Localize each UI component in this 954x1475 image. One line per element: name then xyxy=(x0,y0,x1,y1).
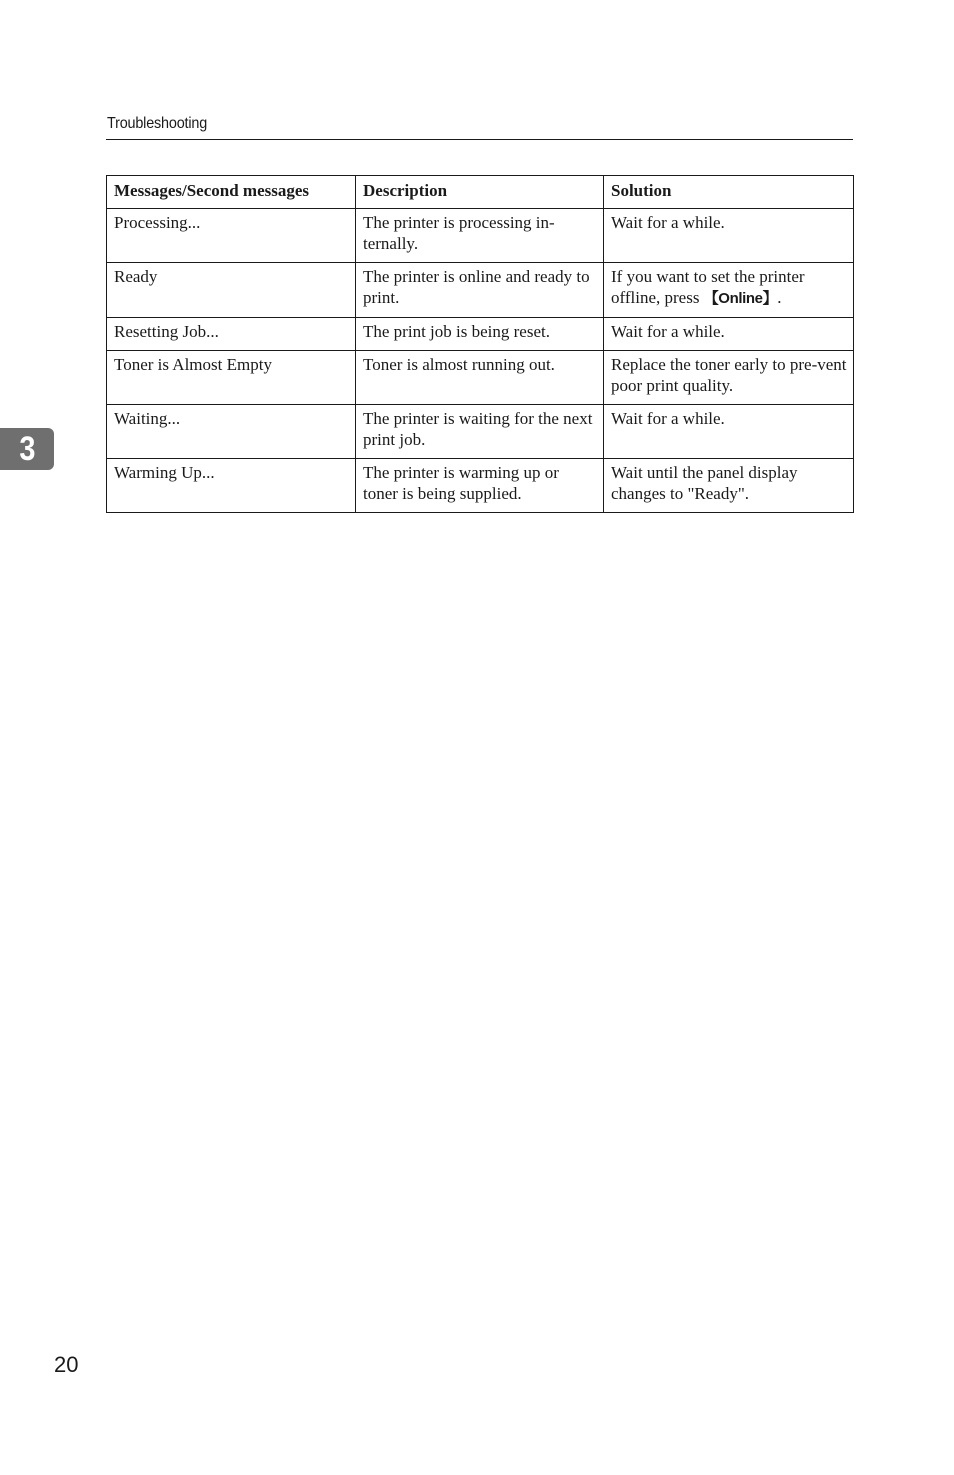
table-row xyxy=(107,459,854,513)
table-row xyxy=(107,318,854,351)
solution-cell xyxy=(604,263,854,318)
table-row xyxy=(107,351,854,405)
solution-cell: Wait for a while. xyxy=(604,405,854,459)
message-cell: Warming Up... xyxy=(107,459,356,513)
column-header-messages: Messages/Second messages xyxy=(107,176,356,209)
message-cell: Ready xyxy=(107,263,356,318)
message-cell: Waiting... xyxy=(107,405,356,459)
table-header-row xyxy=(107,176,854,209)
description-cell: The printer is warming up or toner is being supplied. xyxy=(356,459,604,513)
page-number: 20 xyxy=(54,1352,79,1377)
messages-table xyxy=(106,175,854,513)
table-row xyxy=(107,209,854,263)
solution-text-end: . xyxy=(777,288,782,307)
description-cell: The print job is being reset. xyxy=(356,318,604,351)
solution-cell: Wait for a while. xyxy=(604,209,854,263)
message-cell: Toner is Almost Empty xyxy=(107,351,356,405)
table-row xyxy=(107,263,854,318)
online-key-label: 【Online】 xyxy=(703,290,778,307)
column-header-description: Description xyxy=(356,176,604,209)
table-row xyxy=(107,405,854,459)
chapter-number: 3 xyxy=(18,430,36,468)
description-cell: The printer is waiting for the next print job. xyxy=(356,405,604,459)
running-header: Troubleshooting xyxy=(107,115,208,132)
message-cell: Resetting Job... xyxy=(107,318,356,351)
solution-cell: Wait for a while. xyxy=(604,318,854,351)
column-header-solution: Solution xyxy=(604,176,854,209)
description-cell: The printer is processing in-ternally. xyxy=(356,209,604,263)
solution-cell: Replace the toner early to pre-vent poor print quality. xyxy=(604,351,854,405)
chapter-tab xyxy=(0,428,54,470)
header-rule xyxy=(106,139,853,140)
solution-cell: Wait until the panel display changes to "Ready". xyxy=(604,459,854,513)
description-cell: The printer is online and ready to print. xyxy=(356,263,604,318)
solution-text: If you want to set the printer offline, press xyxy=(611,267,805,307)
message-cell: Processing... xyxy=(107,209,356,263)
description-cell: Toner is almost running out. xyxy=(356,351,604,405)
